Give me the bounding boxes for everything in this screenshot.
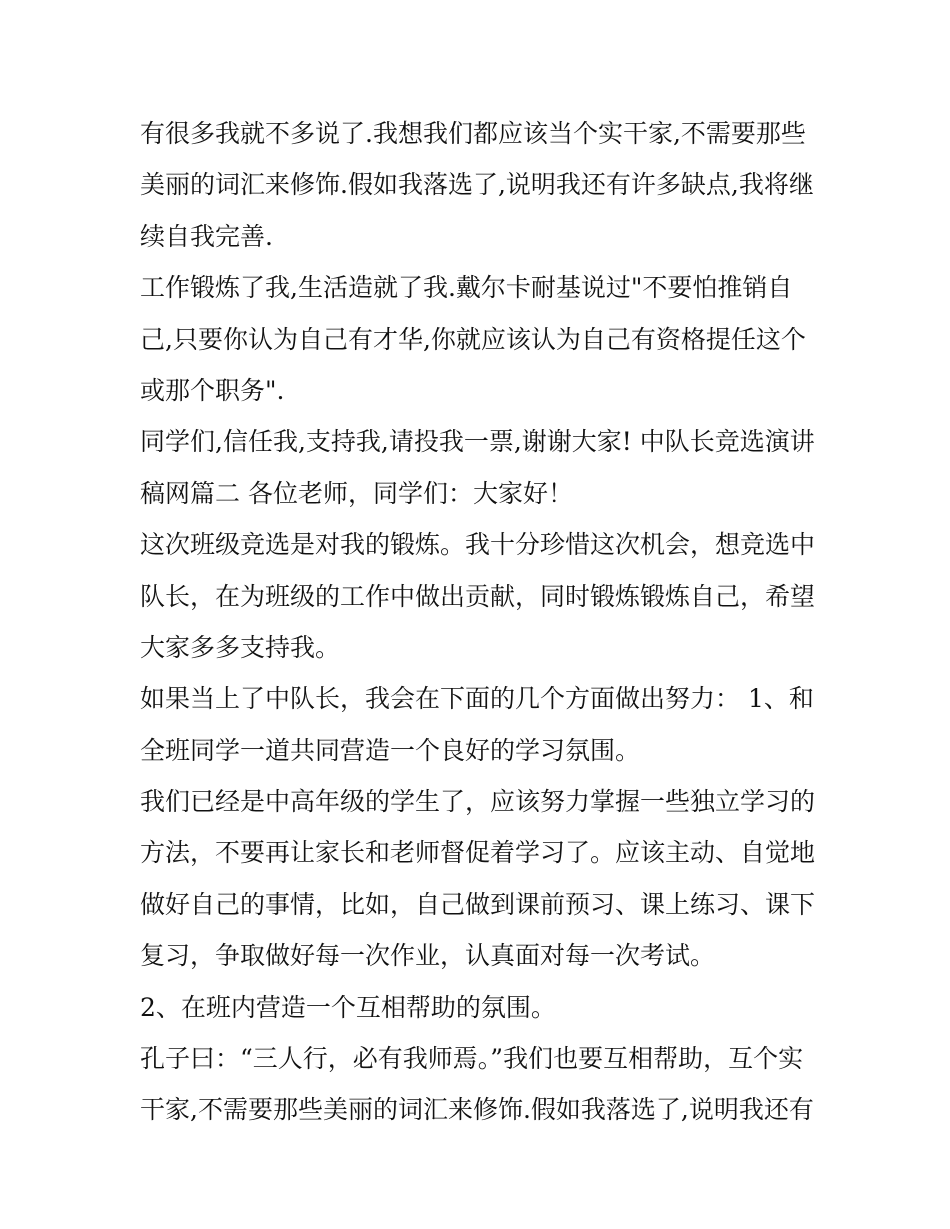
text-line-19: 孔子曰：“三人行，必有我师焉。”我们也要互相帮助，互个实 [140,1044,804,1074]
text-line-2: 美丽的词汇来修饰.假如我落选了,说明我还有许多缺点,我将继 [140,170,814,200]
text-line-10: 队长，在为班级的工作中做出贡献，同时锻炼锻炼自己，希望 [140,581,816,611]
text-line-20: 干家,不需要那些美丽的词汇来修饰.假如我落选了,说明我还有 [140,1095,814,1125]
text-line-12: 如果当上了中队长，我会在下面的几个方面做出努力： 1、和 [140,684,814,714]
body-text [140,108,820,1136]
text-line-8: 稿网篇二 各位老师，同学们：大家好！ [140,478,573,508]
text-line-14: 我们已经是中高年级的学生了，应该努力掌握一些独立学习的 [140,787,816,817]
text-line-3: 续自我完善. [140,221,273,251]
text-line-15: 方法，不要再让家长和老师督促着学习了。应该主动、自觉地 [140,838,816,868]
text-line-18: 2、在班内营造一个互相帮助的氛围。 [140,992,556,1022]
text-line-6: 或那个职务". [140,375,285,405]
text-line-16: 做好自己的事情，比如，自己做到课前预习、课上练习、课下 [140,889,816,919]
text-line-9: 这次班级竞选是对我的锻炼。我十分珍惜这次机会，想竞选中 [140,530,816,560]
text-line-13: 全班同学一道共同营造一个良好的学习氛围。 [140,735,641,765]
text-line-11: 大家多多支持我。 [140,632,341,662]
text-line-5: 己,只要你认为自己有才华,你就应该认为自己有资格提任这个 [140,324,806,354]
text-line-4: 工作锻炼了我,生活造就了我.戴尔卡耐基说过"不要怕推销自 [140,273,793,303]
text-line-7: 同学们,信任我,支持我,请投我一票,谢谢大家! 中队长竞选演讲 [140,427,815,457]
text-line-17: 复习，争取做好每一次作业，认真面对每一次考试。 [140,941,716,971]
text-line-1: 有很多我就不多说了.我想我们都应该当个实干家,不需要那些 [140,119,806,148]
